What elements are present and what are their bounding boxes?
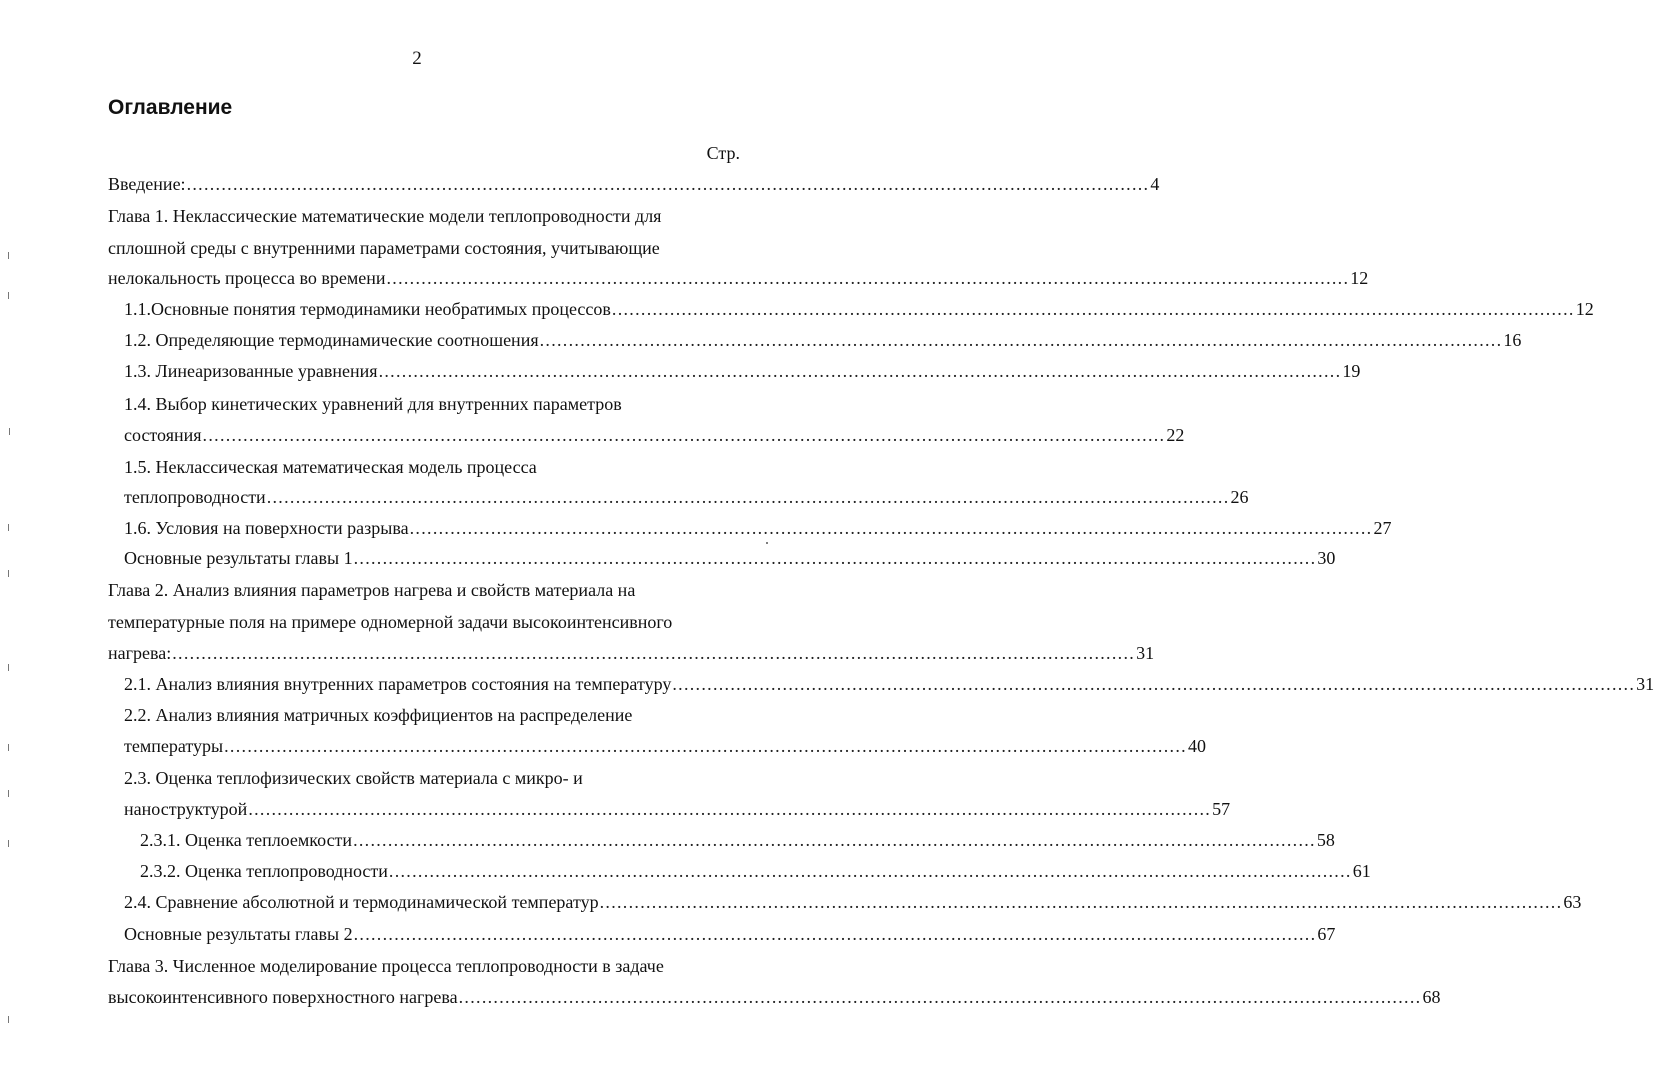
toc-entry-text: высокоинтенсивного поверхностного нагрева <box>108 987 458 1007</box>
dot-leader: ...................................................................................................................................................................... <box>224 736 1187 756</box>
toc-entry-chapter-3[interactable] <box>108 954 664 978</box>
toc-entry-page: 68 <box>1422 987 1441 1007</box>
toc-entry-text: нагрева: <box>108 643 172 663</box>
dot-leader: ...................................................................................................................................................................... <box>386 268 1350 288</box>
toc-entry-section-2-3-end <box>124 797 1231 821</box>
toc-entry-section-2-1[interactable] <box>124 672 1654 696</box>
toc-entry-page: 12 <box>1575 299 1594 319</box>
toc-entry-text: Глава 2. Анализ влияния параметров нагрева и свойств материала на <box>108 580 636 600</box>
toc-entry-section-1-2[interactable] <box>124 328 1522 352</box>
toc-entry-page: 61 <box>1352 861 1371 881</box>
toc-entry-section-2-3-1[interactable] <box>140 828 1335 852</box>
toc-entry-text: теплопроводности <box>124 487 266 507</box>
toc-entry-section-2-4[interactable] <box>124 890 1582 914</box>
toc-entry-section-1-5[interactable] <box>124 455 537 479</box>
dot-leader: ...................................................................................................................................................................... <box>186 174 1150 194</box>
toc-entry-section-2-2[interactable] <box>124 703 632 727</box>
toc-entry-text: Глава 3. Численное моделирование процесса теплопроводности в задаче <box>108 956 664 976</box>
toc-entry-section-2-2-end <box>124 734 1206 758</box>
toc-entry-chapter-1-results[interactable] <box>124 546 1336 570</box>
toc-entry-page: 27 <box>1373 518 1392 538</box>
scan-artifact <box>8 524 9 531</box>
toc-entry-chapter-2-continued <box>108 610 672 634</box>
toc-entry-number: 1.1. <box>124 299 151 319</box>
toc-entry-chapter-2-end <box>108 641 1155 665</box>
toc-entry-text: наноструктурой <box>124 799 248 819</box>
toc-entry-text: 2.1. Анализ влияния внутренних параметров состояния на температуру <box>124 674 672 694</box>
dot-leader: ...................................................................................................................................................................... <box>458 987 1422 1007</box>
toc-entry-text: 1.2. Определяющие термодинамические соотношения <box>124 330 539 350</box>
toc-entry-chapter-1-end <box>108 266 1369 290</box>
toc-entry-chapter-1-continued <box>108 236 660 260</box>
toc-entry-text: Глава 1. Неклассические математические модели теплопроводности для <box>108 206 662 226</box>
toc-entry-page: 58 <box>1316 830 1335 850</box>
dot-leader: ...................................................................................................................................................................... <box>599 892 1563 912</box>
scan-artifact <box>8 790 9 797</box>
toc-entry-section-2-3[interactable] <box>124 766 583 790</box>
dot-leader: ...................................................................................................................................................................... <box>409 518 1373 538</box>
scan-artifact <box>9 428 10 435</box>
dot-leader: ...................................................................................................................................................................... <box>202 425 1166 445</box>
toc-entry-section-2-3-2[interactable] <box>140 859 1371 883</box>
toc-entry-text: 2.2. Анализ влияния матричных коэффициентов на распределение <box>124 705 633 725</box>
page-title: Оглавление <box>108 96 233 119</box>
page-number: 2 <box>412 48 422 69</box>
toc-entry-section-1-4[interactable] <box>124 392 622 416</box>
dot-leader: ...................................................................................................................................................................... <box>353 830 1316 850</box>
toc-entry-page: 30 <box>1317 548 1336 568</box>
toc-entry-page: 19 <box>1342 361 1361 381</box>
toc-entry-page: 31 <box>1136 643 1155 663</box>
toc-entry-text: температурные поля на примере одномерной задачи высокоинтенсивного <box>108 612 673 632</box>
toc-entry-text: сплошной среды с внутренними параметрами состояния, учитывающие <box>108 238 660 258</box>
toc-entry-text: 2.3.1. Оценка теплоемкости <box>140 830 353 850</box>
toc-entry-introduction[interactable] <box>108 172 1160 196</box>
toc-entry-section-1-3[interactable] <box>124 359 1361 383</box>
toc-entry-text: Основные результаты главы 2 <box>124 924 353 944</box>
toc-entry-chapter-3-end <box>108 985 1441 1009</box>
scan-artifact <box>8 840 9 847</box>
dot-leader: ...................................................................................................................................................................... <box>388 861 1352 881</box>
toc-entry-section-1-6[interactable] <box>124 516 1392 540</box>
toc-entry-page: 57 <box>1212 799 1231 819</box>
dot-leader: ...................................................................................................................................................................... <box>378 361 1342 381</box>
toc-entry-page: 16 <box>1503 330 1522 350</box>
toc-entry-page: 4 <box>1150 174 1160 194</box>
toc-entry-chapter-2-results[interactable] <box>124 922 1336 946</box>
toc-entry-chapter-1[interactable] <box>108 204 661 228</box>
dot-leader: ...................................................................................................................................................................... <box>172 643 1136 663</box>
scan-artifact <box>8 744 9 751</box>
toc-entry-page: 22 <box>1166 425 1185 445</box>
dot-leader: ...................................................................................................................................................................... <box>353 924 1317 944</box>
toc-entry-text: 2.4. Сравнение абсолютной и термодинамической температур <box>124 892 599 912</box>
scan-artifact <box>8 570 9 577</box>
toc-entry-chapter-2[interactable] <box>108 578 635 602</box>
dot-leader: ...................................................................................................................................................................... <box>672 674 1636 694</box>
toc-entry-page: 67 <box>1317 924 1336 944</box>
toc-entry-text: 1.3. Линеаризованные уравнения <box>124 361 378 381</box>
dot-leader: ...................................................................................................................................................................... <box>353 548 1317 568</box>
dot-leader: ...................................................................................................................................................................... <box>266 487 1230 507</box>
toc-entry-page: 26 <box>1230 487 1249 507</box>
dot-leader: ...................................................................................................................................................................... <box>539 330 1503 350</box>
toc-entry-text: 1.5. Неклассическая математическая модель процесса <box>124 457 537 477</box>
dot-leader: ...................................................................................................................................................................... <box>248 799 1212 819</box>
toc-entry-page: 40 <box>1187 736 1206 756</box>
toc-entry-section-1-1[interactable] <box>124 297 1594 321</box>
toc-entry-text: 1.6. Условия на поверхности разрыва <box>124 518 409 538</box>
toc-entry-text: 1.4. Выбор кинетических уравнений для внутренних параметров <box>124 394 622 414</box>
toc-entry-text: температуры <box>124 736 224 756</box>
scan-artifact <box>766 542 768 544</box>
toc-entry-text: Введение: <box>108 174 186 194</box>
scan-artifact <box>8 292 9 299</box>
toc-entry-text: 2.3. Оценка теплофизических свойств материала с микро- и <box>124 768 583 788</box>
toc-entry-text: нелокальность процесса во времени <box>108 268 386 288</box>
toc-entry-section-1-5-end <box>124 485 1249 509</box>
toc-entry-text: Основные результаты главы 1 <box>124 548 353 568</box>
toc-entry-page: 12 <box>1350 268 1369 288</box>
toc-entry-page: 31 <box>1636 674 1654 694</box>
toc-entry-section-1-4-end <box>124 423 1185 447</box>
scan-artifact <box>8 252 9 259</box>
dot-leader: ...................................................................................................................................................................... <box>611 299 1575 319</box>
page-column-header: Стр. <box>706 143 740 163</box>
toc-entry-text: состояния <box>124 425 202 445</box>
scan-artifact <box>8 1016 9 1023</box>
scan-artifact <box>8 664 9 671</box>
toc-entry-text: 2.3.2. Оценка теплопроводности <box>140 861 388 881</box>
toc-entry-page: 63 <box>1563 892 1582 912</box>
toc-entry-text: Основные понятия термодинамики необратимых процессов <box>151 299 611 319</box>
